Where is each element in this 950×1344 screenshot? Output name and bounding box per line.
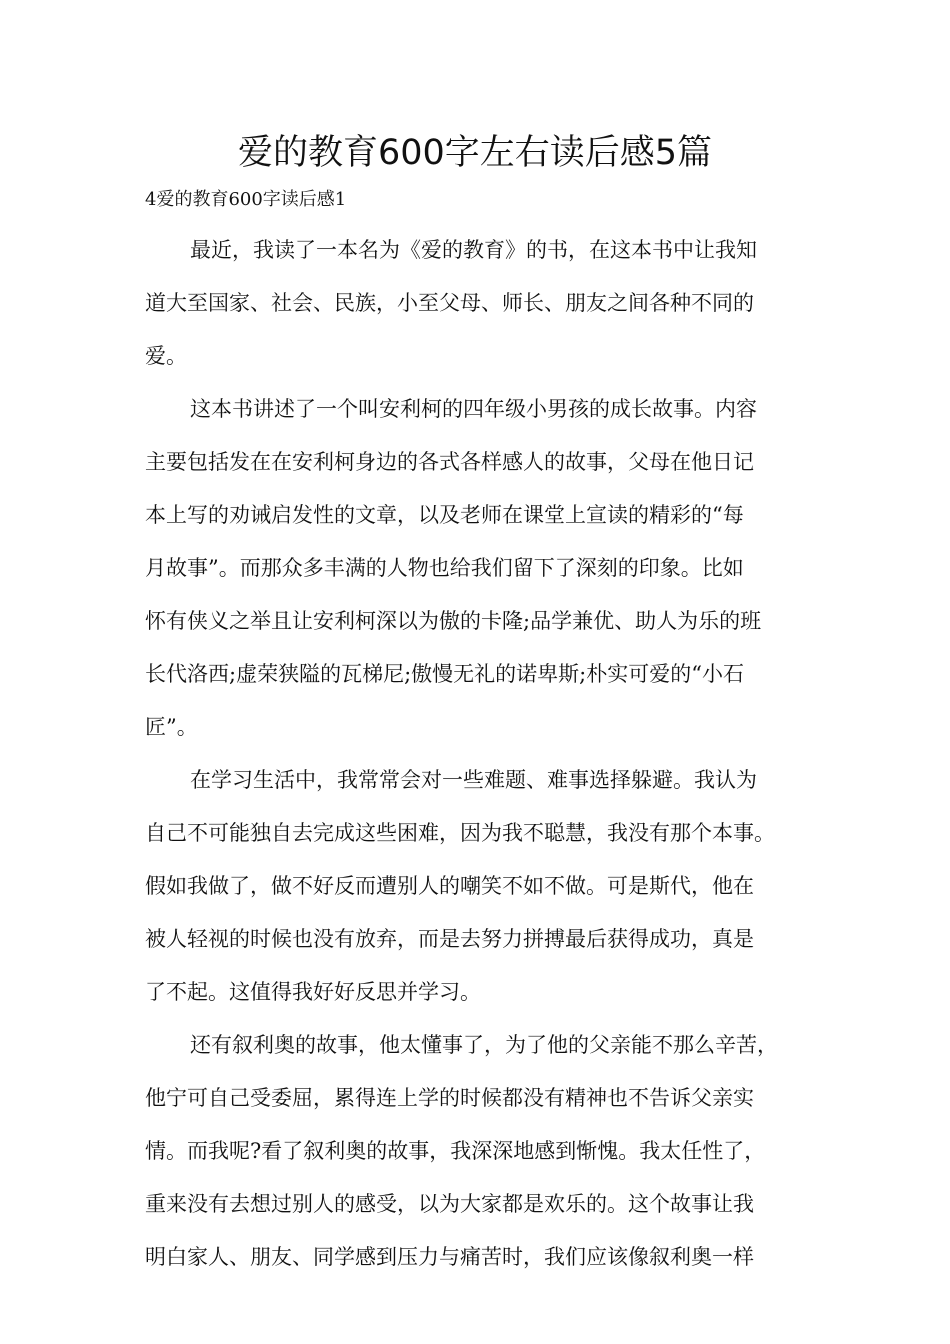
paragraph-line: 长代洛西;虚荣狭隘的瓦梯尼;傲慢无礼的诺卑斯;朴实可爱的“小石 [145, 662, 744, 686]
document-title: 爱的教育600字左右读后感5篇 [237, 133, 713, 173]
paragraph-line: 这本书讲述了一个叫安利柯的四年级小男孩的成长故事。内容 [190, 397, 757, 421]
section-heading: 4爱的教育600字读后感1 [145, 189, 347, 210]
paragraph-line: 重来没有去想过别人的感受，以为大家都是欢乐的。这个故事让我 [145, 1192, 754, 1216]
paragraph-line: 主要包括发在在安利柯身边的各式各样感人的故事，父母在他日记 [145, 450, 754, 474]
paragraph-line: 了不起。这值得我好好反思并学习。 [145, 980, 481, 1004]
paragraph-3 [145, 761, 810, 1026]
paragraph-line: 月故事”。而那众多丰满的人物也给我们留下了深刻的印象。比如 [145, 556, 744, 580]
paragraph-line: 在学习生活中，我常常会对一些难题、难事选择躲避。我认为 [190, 768, 757, 792]
paragraph-line: 爱。 [145, 344, 187, 368]
document-body [145, 231, 810, 1291]
paragraph-line: 情。而我呢?看了叙利奥的故事，我深深地感到惭愧。我太任性了， [145, 1139, 766, 1163]
paragraph-1 [145, 231, 810, 390]
paragraph-2 [145, 390, 810, 761]
paragraph-line: 假如我做了，做不好反而遭别人的嘲笑不如不做。可是斯代，他在 [145, 874, 754, 898]
paragraph-line: 自己不可能独自去完成这些困难，因为我不聪慧，我没有那个本事。 [145, 821, 775, 845]
paragraph-line: 他宁可自己受委屈，累得连上学的时候都没有精神也不告诉父亲实 [145, 1086, 754, 1110]
paragraph-line: 怀有侠义之举且让安利柯深以为傲的卡隆;品学兼优、助人为乐的班 [145, 609, 762, 633]
paragraph-line: 本上写的劝诫启发性的文章，以及老师在课堂上宣读的精彩的“每 [145, 503, 744, 527]
paragraph-4 [145, 1026, 810, 1291]
paragraph-line: 匠”。 [145, 715, 198, 739]
paragraph-line: 还有叙利奥的故事，他太懂事了，为了他的父亲能不那么辛苦， [190, 1033, 778, 1057]
paragraph-line: 明白家人、朋友、同学感到压力与痛苦时，我们应该像叙利奥一样 [145, 1245, 754, 1269]
paragraph-line: 道大至国家、社会、民族，小至父母、师长、朋友之间各种不同的 [145, 291, 754, 315]
paragraph-line: 最近，我读了一本名为《爱的教育》的书，在这本书中让我知 [190, 238, 757, 262]
paragraph-line: 被人轻视的时候也没有放弃，而是去努力拼搏最后获得成功，真是 [145, 927, 754, 951]
